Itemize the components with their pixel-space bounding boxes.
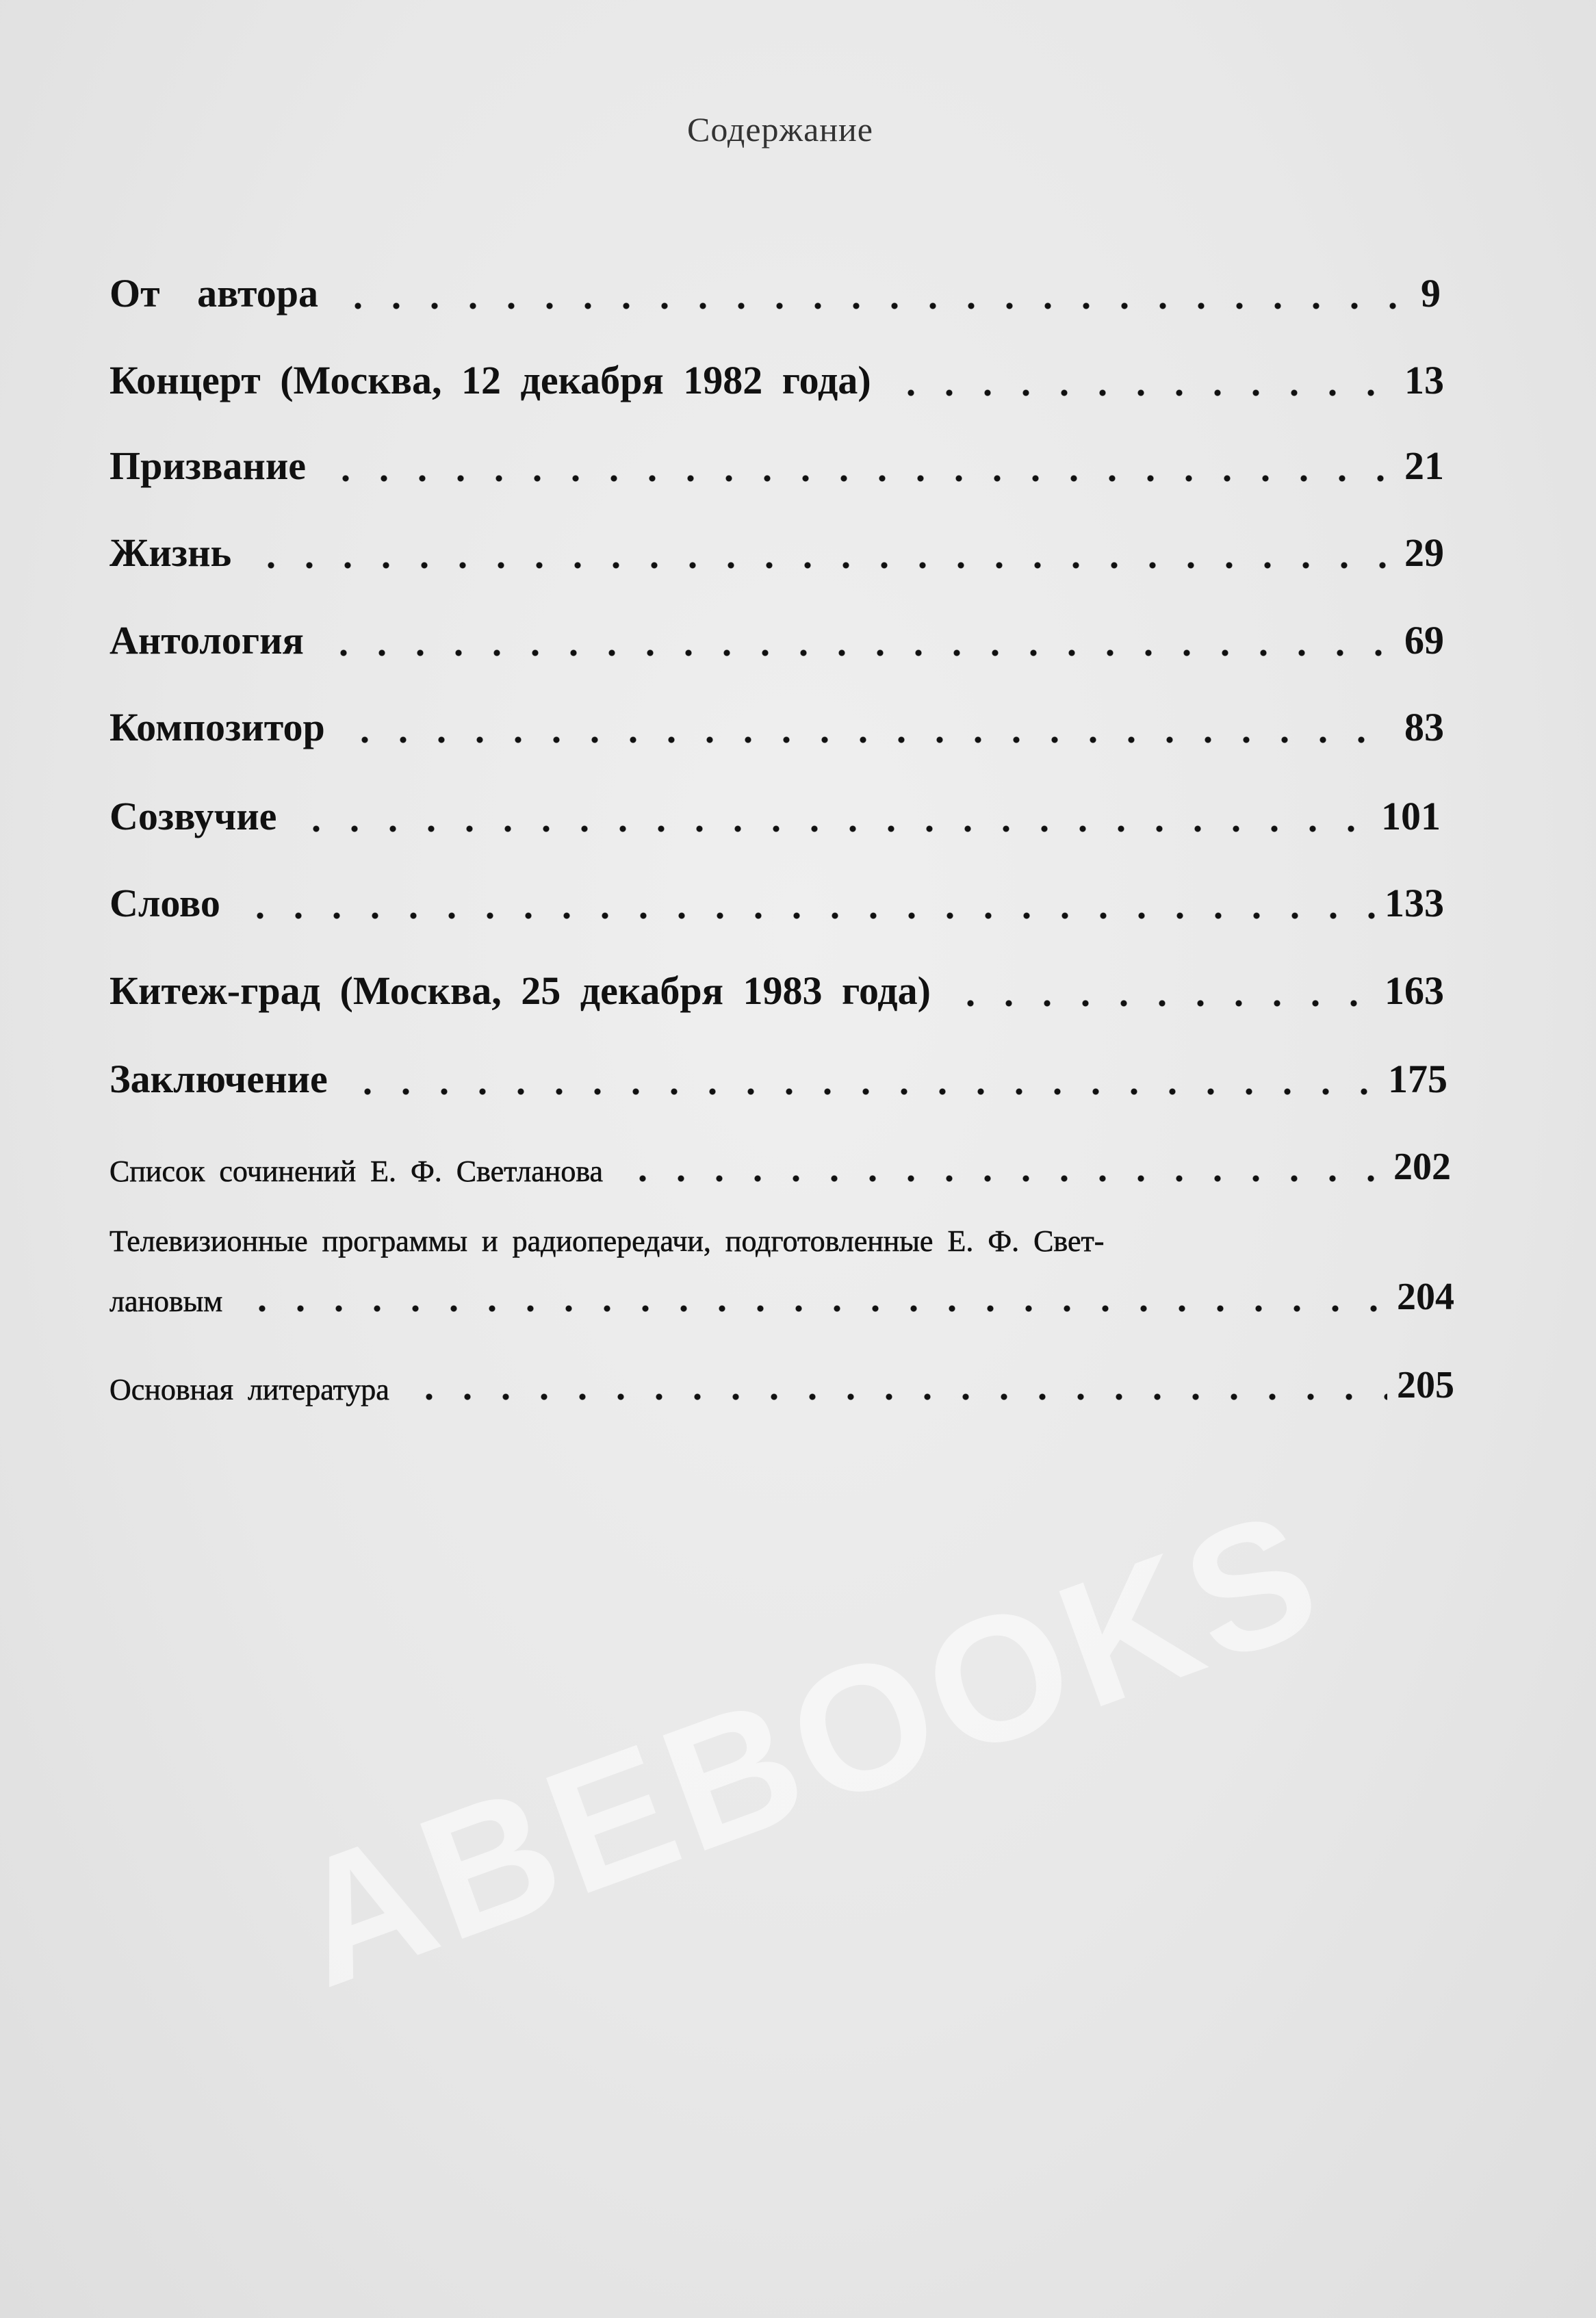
- toc-entry: [110, 704, 1444, 750]
- toc-entry-title: Основная литература: [110, 1373, 389, 1406]
- dot-leader: [326, 474, 1395, 483]
- toc-entry-page: 29: [1404, 530, 1444, 575]
- toc-entry-page: 133: [1385, 881, 1444, 925]
- toc-entry-page: 83: [1404, 705, 1444, 749]
- toc-entry: [110, 968, 1444, 1014]
- toc-entry-title: Жизнь: [110, 530, 232, 575]
- dot-leader: [252, 561, 1395, 570]
- dot-leader: [324, 648, 1395, 658]
- toc-entry-page: 9: [1421, 271, 1441, 315]
- toc-entry-page: 163: [1385, 968, 1444, 1013]
- toc-entry-page: 69: [1404, 618, 1444, 662]
- toc-entry-title: Концерт (Москва, 12 декабря 1982 года): [110, 358, 871, 402]
- dot-leader: [348, 1087, 1378, 1096]
- toc-entry-page: 13: [1404, 358, 1444, 402]
- toc-entry: [110, 443, 1444, 489]
- dot-leader: [241, 911, 1375, 920]
- dot-leader: [339, 301, 1411, 311]
- toc-entry: [110, 880, 1444, 926]
- dot-leader: [623, 1174, 1384, 1183]
- toc-entry-title: Слово: [110, 881, 220, 925]
- toc-entry-title: Антология: [110, 618, 304, 662]
- toc-entry: [110, 530, 1444, 576]
- toc-entry-page: 204: [1397, 1276, 1454, 1318]
- toc-entry: [110, 1056, 1447, 1102]
- dot-leader: [892, 388, 1395, 398]
- toc-entry-title: Список сочинений Е. Ф. Светланова: [110, 1155, 604, 1188]
- toc-entry-title: Созвучие: [110, 794, 277, 838]
- toc-entry: [110, 357, 1444, 403]
- toc-entry-title: Призвание: [110, 443, 306, 488]
- toc-entry: [110, 617, 1444, 663]
- toc-entry-title: Заключение: [110, 1057, 328, 1101]
- toc-entry-page: 101: [1381, 794, 1441, 838]
- toc-entry: [110, 1363, 1454, 1407]
- toc-entry-page: 175: [1388, 1057, 1447, 1101]
- toc-entry-title-line2: лановым: [110, 1285, 223, 1318]
- dot-leader: [951, 999, 1375, 1008]
- dot-leader: [410, 1392, 1387, 1402]
- toc-entry-page: 21: [1404, 443, 1444, 488]
- toc-entry-title: Композитор: [110, 705, 325, 749]
- toc-entry: [110, 1275, 1454, 1319]
- toc-entry-title: Китеж-град (Москва, 25 декабря 1983 года): [110, 968, 931, 1013]
- toc-entry: [110, 270, 1441, 316]
- page-title: Содержание: [687, 110, 873, 149]
- toc-entry-page: 205: [1397, 1364, 1454, 1406]
- toc-entry-multiline: [110, 1225, 1458, 1258]
- watermark: ABEBOOKS: [270, 1471, 1346, 2025]
- dot-leader: [243, 1304, 1387, 1313]
- toc-entry-title: От автора: [110, 271, 318, 315]
- dot-leader: [297, 824, 1372, 834]
- toc-entry-page: 202: [1393, 1146, 1451, 1188]
- toc-entry-title-line1: Телевизионные программы и радиопередачи, подготовленные Е. Ф. Свет-: [110, 1224, 1105, 1258]
- toc-entry: [110, 793, 1441, 839]
- dot-leader: [346, 735, 1395, 745]
- toc-entry: [110, 1145, 1451, 1189]
